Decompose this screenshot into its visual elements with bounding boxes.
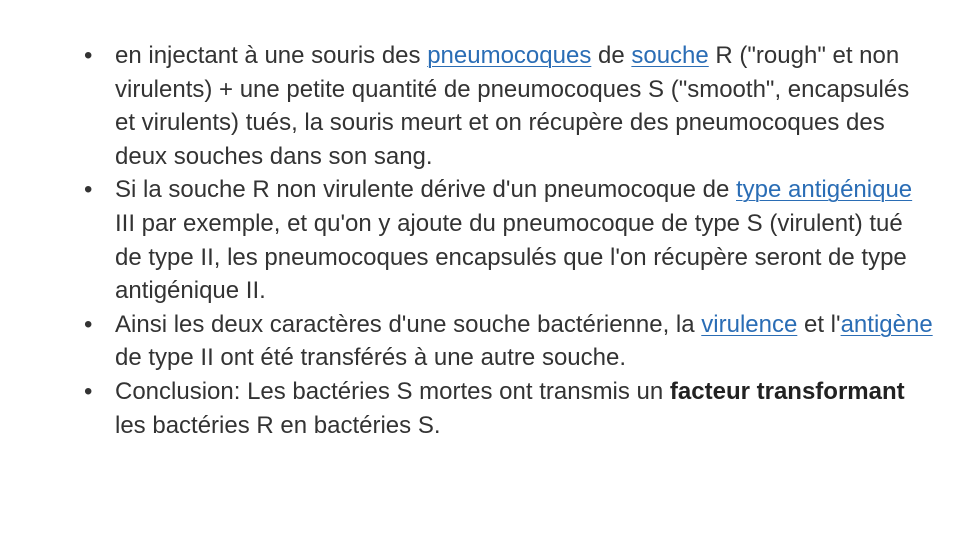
link-type-antigenique[interactable]: type antigénique <box>736 176 913 204</box>
bullet-icon: • <box>84 176 93 204</box>
bullet-icon: • <box>84 42 93 69</box>
bullet-text: et l' <box>797 310 841 338</box>
bullet-text: Conclusion: Les bactéries S mortes ont transmis un <box>115 377 670 405</box>
bullet-text: III par exemple, et qu'on y ajoute du pneumocoque de type S (virulent) tué de type II, les pneumocoques encapsulés que l'on récupère seront de type antigénique II. <box>115 209 907 305</box>
bullet-text: Si la souche R non virulente dérive d'un pneumocoque de <box>115 176 736 204</box>
bullet-icon: • <box>84 377 93 405</box>
link-virulence[interactable]: virulence <box>701 310 798 338</box>
bold-term-facteur-transformant: facteur transformant <box>669 377 905 405</box>
bullet-item-injection <box>84 39 934 173</box>
bullet-text: Ainsi les deux caractères d'une souche bactérienne, la <box>115 310 702 338</box>
bullet-item-transfer <box>84 308 934 375</box>
bullet-list <box>84 39 934 442</box>
link-souche[interactable]: souche <box>631 42 709 69</box>
bullet-text: en injectant à une souris des <box>115 42 428 69</box>
bullet-item-antigenic-type <box>84 173 934 307</box>
bullet-text: de <box>591 42 632 69</box>
bullet-text: de type II ont été transférés à une autre souche. <box>115 344 626 372</box>
bullet-text: les bactéries R en bactéries S. <box>115 411 441 439</box>
bullet-item-conclusion <box>84 375 934 442</box>
link-antigene[interactable]: antigène <box>840 310 933 338</box>
bullet-icon: • <box>84 310 93 338</box>
link-pneumocoques[interactable]: pneumocoques <box>427 42 592 69</box>
bullet-text: R ("rough" et non virulents) + une petite quantité de pneumocoques S ("smooth", encapsulés et virulents) tués, la souris meurt et on récupère des pneumocoques des deux souches dans son sang. <box>115 42 910 170</box>
